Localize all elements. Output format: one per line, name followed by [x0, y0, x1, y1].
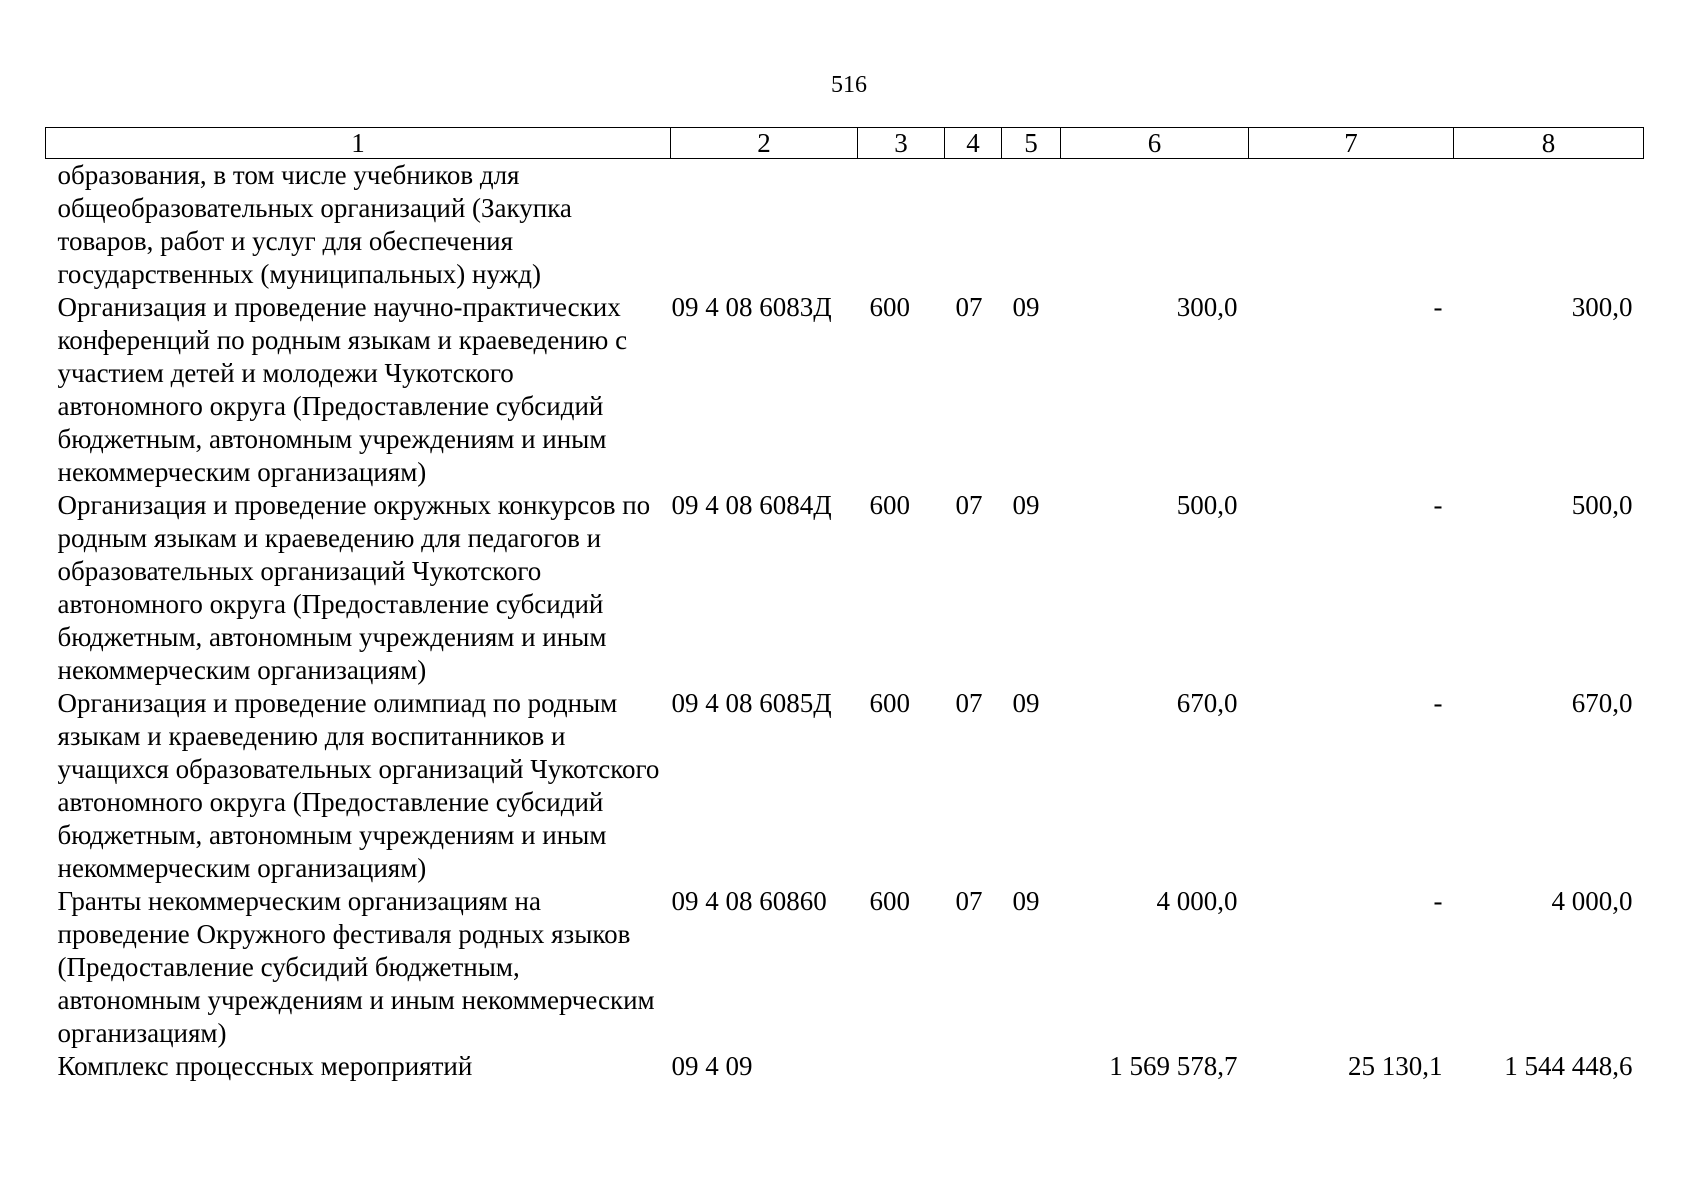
row-sum-6: 4 000,0 [1156, 886, 1238, 916]
row-code: 09 4 08 6084Д [671, 490, 832, 520]
row-rz: 07 [955, 688, 983, 718]
row-code: 09 4 08 6085Д [671, 688, 832, 718]
row-vr: 600 [869, 292, 910, 322]
row-sum-7: - [1433, 688, 1443, 718]
continuation-text: образования, в том числе учебников для общеобразовательных организаций (Закупка товаров, работ и услуг для обеспечения государственных (муниципальных) нужд) [57, 160, 572, 289]
row-pr: 09 [1012, 688, 1040, 718]
row-code: 09 4 08 60860 [671, 886, 827, 916]
row-sum-8: 670,0 [1571, 688, 1633, 718]
row-name: Комплекс процессных мероприятий [57, 1051, 473, 1081]
table-row [46, 885, 1644, 1050]
row-rz [945, 1050, 1002, 1083]
header-col-2: 2 [671, 128, 858, 159]
row-sum-8: 300,0 [1571, 292, 1633, 322]
continuation-row [46, 159, 1644, 292]
table-body [46, 159, 1644, 1084]
header-col-3: 3 [858, 128, 945, 159]
header-col-7: 7 [1249, 128, 1454, 159]
row-pr: 09 [1012, 490, 1040, 520]
table-row [46, 1050, 1644, 1083]
row-sum-6: 500,0 [1176, 490, 1238, 520]
page-number: 516 [831, 72, 867, 98]
row-name: Организация и проведение научно-практических конференций по родным языкам и краеведению с участием детей и молодежи Чукотского автономного округа (Предоставление субсидий бюджетным, автономным учреждениям и иным некоммерческим организациям) [57, 292, 628, 487]
row-code: 09 4 08 6083Д [671, 292, 832, 322]
row-code: 09 4 09 [671, 1051, 753, 1081]
row-sum-6: 300,0 [1176, 292, 1238, 322]
row-vr [858, 1050, 945, 1083]
table-row [46, 687, 1644, 885]
budget-table [45, 127, 1644, 1083]
table-row [46, 291, 1644, 489]
row-name: Организация и проведение олимпиад по родным языкам и краеведению для воспитанников и учащихся образовательных организаций Чукотского автономного округа (Предоставление субсидий бюджетным, автономным учреждениям и иным некоммерческим организациям) [57, 688, 660, 883]
row-pr: 09 [1012, 292, 1040, 322]
header-col-6: 6 [1061, 128, 1249, 159]
header-col-5: 5 [1002, 128, 1061, 159]
row-vr: 600 [869, 688, 910, 718]
row-sum-7: 25 130,1 [1348, 1051, 1443, 1081]
row-sum-7: - [1433, 490, 1443, 520]
row-name: Гранты некоммерческим организациям на проведение Окружного фестиваля родных языков (Предоставление субсидий бюджетным, автономным учреждениям и иным некоммерческим организациям) [57, 886, 655, 1048]
row-vr: 600 [869, 886, 910, 916]
header-col-1: 1 [46, 128, 671, 159]
row-sum-6: 670,0 [1176, 688, 1238, 718]
row-vr: 600 [869, 490, 910, 520]
row-name: Организация и проведение окружных конкурсов по родным языкам и краеведению для педагогов и образовательных организаций Чукотского автономного округа (Предоставление субсидий бюджетным, автономным учреждениям и иным некоммерческим организациям) [57, 490, 651, 685]
table-header [46, 128, 1644, 159]
row-sum-8: 500,0 [1571, 490, 1633, 520]
header-col-4: 4 [945, 128, 1002, 159]
row-sum-6: 1 569 578,7 [1109, 1051, 1238, 1081]
row-rz: 07 [955, 886, 983, 916]
row-pr: 09 [1012, 886, 1040, 916]
row-rz: 07 [955, 490, 983, 520]
row-rz: 07 [955, 292, 983, 322]
row-sum-8: 1 544 448,6 [1504, 1051, 1633, 1081]
row-pr [1002, 1050, 1061, 1083]
row-sum-7: - [1433, 886, 1443, 916]
row-sum-8: 4 000,0 [1551, 886, 1633, 916]
row-sum-7: - [1433, 292, 1443, 322]
header-row [46, 128, 1644, 159]
header-col-8: 8 [1454, 128, 1644, 159]
table-row [46, 489, 1644, 687]
